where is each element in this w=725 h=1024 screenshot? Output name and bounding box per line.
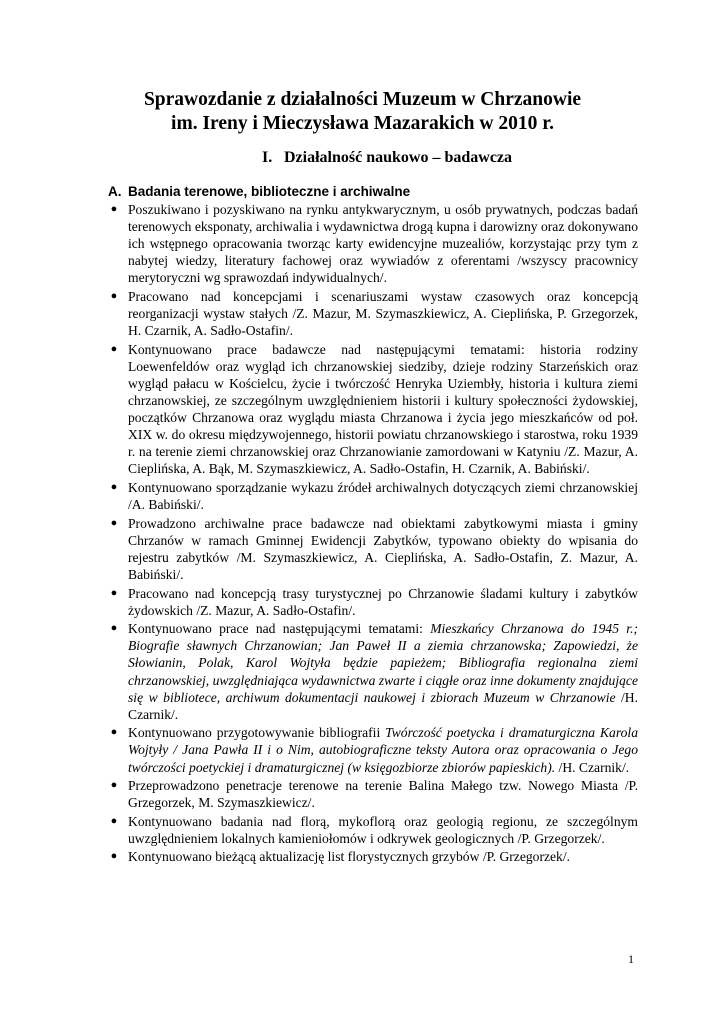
section-heading (262, 148, 512, 168)
list-item (108, 479, 638, 513)
page-number: 1 (628, 952, 634, 966)
subsection-letter: A. (108, 184, 122, 199)
list-item-text: Poszukiwano i pozyskiwano na rynku antykwarycznym, u osób prywatnych, podczas badań terenowych eksponaty, archiwalia i wydawnictwa drogą kupna i darowizny oraz dokonywano ich wstępnego opracowania tworząc karty ewidencyjne muzealiów, korzystając przy tym z nabytej wiedzy, literatury fachowej oraz wywiadów z oferentami /wszyscy pracownicy merytoryczni wg sprawozdań indywidualnych/. (128, 202, 638, 286)
list-item (108, 288, 638, 339)
list-item-text: Mieszkańcy Chrzanowa do 1945 r.; Biografie sławnych Chrzanowian; Jan Paweł II a ziemia chrzanowska; Zapowiedzi, że Słowianin, Polak, Karol Wojtyła będzie papieżem; Bibliografia regionalna ziemi chrzanowskiej, uwzględniająca wydawnictwa zwarte i ciągłe oraz inne dokumenty znajdujące się w bibliotece, archiwum dokumentacji naukowej i zbiorach Muzeum w Chrzanowie (128, 621, 638, 705)
list-item-text: Pracowano nad koncepcją trasy turystycznej po Chrzanowie śladami kultury i zabytków żydowskich /Z. Mazur, A. Sadło-Ostafin/. (128, 585, 638, 618)
list-item (108, 201, 638, 286)
bullet-icon: ● (110, 516, 118, 529)
list-item-text: Kontynuowano sporządzanie wykazu źródeł archiwalnych dotyczących ziemi chrzanowskiej /A. Babiński/. (128, 480, 638, 513)
bullet-icon: ● (110, 342, 118, 355)
bullet-icon: ● (110, 850, 118, 863)
title-line-2: im. Ireny i Mieczysława Mazarakich w 2010 r. (171, 113, 554, 134)
list-item (108, 620, 638, 723)
title-line-1: Sprawozdanie z działalności Muzeum w Chrzanowie (143, 89, 582, 110)
bullet-icon: ● (110, 586, 118, 599)
list-item-text: /H. Czarnik/. (555, 759, 630, 775)
list-item-text: Kontynuowano prace badawcze nad następującymi tematami: historia rodziny Loewenfeldów oraz wygląd ich chrzanowskiej siedziby, dzieje rodziny Starzeńskich oraz wygląd pałacu w Kościelcu, życie i twórczość Henryka Uziembły, historia i kultura ziemi chrzanowskiej, ze szczególnym uwzględnieniem historii i kultury społeczności żydowskiej, początków Chrzanowa oraz wyglądu miasta Chrzanowa i życia jego mieszkańców od poł. XIX w. do okresu międzywojennego, historii powiatu chrzanowskiego i starostwa, roku 1939 r. na terenie ziemi chrzanowskiej oraz Chrzanowianie zamordowani w Katyniu /Z. Mazur, A. Cieplińska, A. Bąk, M. Szymaszkiewicz, A. Sadło-Ostafin, H. Czarnik, A. Babiński/. (128, 341, 638, 477)
list-item (108, 777, 638, 811)
list-item-text: Kontynuowano przygotowywanie bibliografii (128, 725, 386, 741)
list-item-text: Twórczość poetycka i dramaturgiczna Karola Wojtyły / Jana Pawła II i o Nim, autobiograficzne teksty Autora oraz opracowania o Jego twórczości poetyckiej i dramaturgicznej (w księgozbiorze zbiorów papieskich). (128, 725, 638, 775)
list-item (108, 848, 638, 865)
bullet-icon: ● (110, 289, 118, 302)
subsection-title: Badania terenowe, biblioteczne i archiwalne (128, 184, 411, 199)
bullet-list (108, 201, 638, 867)
bullet-icon: ● (110, 203, 118, 215)
bullet-icon: ● (110, 814, 118, 827)
list-item (108, 585, 638, 619)
list-item (108, 813, 638, 847)
bullet-icon: ● (110, 779, 118, 792)
list-item-text: Kontynuowano bieżącą aktualizację list florystycznych grzybów /P. Grzegorzek/. (128, 849, 571, 865)
list-item-text: /H. Czarnik/. (128, 689, 639, 722)
bullet-icon: ● (110, 481, 118, 493)
list-item-text: Przeprowadzono penetracje terenowe na terenie Balina Małego tzw. Nowego Miasta /P. Grzegorzek, M. Szymaszkiewicz/. (128, 778, 638, 811)
list-item-text: Pracowano nad koncepcjami i scenariuszami wystaw czasowych oraz koncepcją reorganizacji wystaw stałych /Z. Mazur, M. Szymaszkiewicz, A. Cieplińska, P. Grzegorzek, H. Czarnik, A. Sadło-Ostafin/. (128, 288, 638, 339)
list-item-text: Kontynuowano badania nad florą, mykoflorą oraz geologią regionu, ze szczególnym uwzględnieniem lokalnych kamieniołomów i odkrywek geologicznych /P. Grzegorzek/. (128, 813, 638, 846)
list-item (108, 515, 638, 583)
list-item-text: Kontynuowano prace nad następującymi tematami: (128, 621, 431, 637)
list-item (108, 724, 638, 775)
list-item-text: Prowadzono archiwalne prace badawcze nad obiektami zabytkowymi miasta i gminy Chrzanów w ramach Gminnej Ewidencji Zabytków, typowano obiekty do wpisania do rejestru zabytków /M. Szymaszkiewicz, A. Cieplińska, A. Sadło-Ostafin, Z. Mazur, A. Babiński/. (128, 515, 638, 582)
subsection-heading (108, 183, 410, 201)
list-item (108, 341, 638, 478)
section-number: I. (262, 149, 273, 166)
bullet-icon: ● (110, 726, 118, 739)
document-title (0, 88, 725, 136)
bullet-icon: ● (110, 622, 118, 635)
section-title: Działalność naukowo – badawcza (284, 149, 513, 166)
